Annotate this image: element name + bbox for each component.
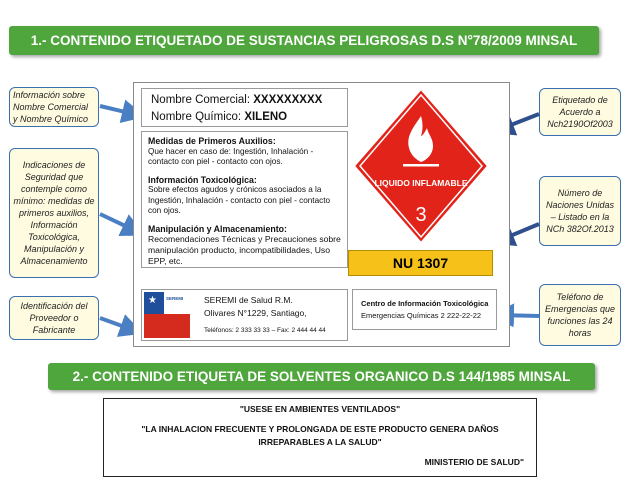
solvent-label-statement (103, 398, 537, 477)
seremi-line1: SEREMI de Salud R.M. (204, 295, 293, 305)
note-indicaciones: Indicaciones de Seguridad que contemple como mínimo: medidas de primeros auxilios, Información Toxicológica, Manipulación y Almacenamiento (9, 148, 99, 278)
section-2-banner: 2.- CONTENIDO ETIQUETA DE SOLVENTES ORGANICO D.S 144/1985 MINSAL (48, 363, 595, 390)
safety-info-box (141, 131, 348, 268)
centro-text: Emergencias Químicas 2 222-22-22 (361, 311, 482, 320)
nombre-box (141, 88, 348, 127)
flammable-diamond (351, 86, 491, 246)
seremi-logo-text: SEREMI (166, 296, 184, 301)
nombre-quimico-value: XILENO (244, 111, 288, 123)
primeros-text: Que hacer en caso de: Ingestión, Inhalación - contacto con piel - contacto con ojos. (148, 146, 314, 166)
note-telefono: Teléfono de Emergencias que funciones las 24 horas (539, 284, 621, 346)
statement-line3: IRREPARABLES A LA SALUD" (258, 437, 382, 447)
nombre-comercial-label: Nombre Comercial: (151, 94, 254, 106)
statement-line4: MINISTERIO DE SALUD" (424, 457, 524, 467)
section-1-banner: 1.- CONTENIDO ETIQUETADO DE SUSTANCIAS PELIGROSAS D.S N°78/2009 MINSAL (9, 26, 599, 55)
diamond-number: 3 (415, 204, 427, 226)
arrow-identificacion (100, 318, 136, 331)
note-numero-nu: Número de Naciones Unidas – Listado en la NCh 382Of.2013 (539, 176, 621, 246)
manip-title: Manipulación y Almacenamiento: (148, 223, 287, 234)
seremi-line2: Olivares N°1229, Santiago, (204, 308, 307, 318)
centro-title: Centro de Información Toxicológica (361, 299, 489, 308)
note-etiquetado: Etiquetado de Acuerdo a Nch2190Of2003 (539, 88, 621, 136)
tox-text: Sobre efectos agudos y crónicos asociados a la Ingestión, Inhalación - contacto con piel - contacto con ojos. (148, 185, 331, 215)
emergency-center-box (352, 289, 497, 330)
nombre-comercial-value: XXXXXXXXX (253, 94, 323, 106)
diamond-text: LIQUIDO INFLAMABLE (374, 178, 468, 188)
un-number-box: NU 1307 (348, 250, 493, 276)
tox-title: Información Toxicológica: (148, 174, 257, 185)
star-icon: ★ (148, 295, 157, 306)
statement-line2: "LA INHALACION FRECUENTE Y PROLONGADA DE ESTE PRODUCTO GENERA DAÑOS (141, 424, 499, 434)
seremi-line3: Teléfonos: 2 333 33 33 – Fax: 2 444 44 44 (204, 327, 326, 334)
supplier-box (141, 289, 348, 341)
note-nombre-info: Información sobre Nombre Comercial y Nombre Químico (9, 87, 99, 127)
statement-line1: "USESE EN AMBIENTES VENTILADOS" (239, 404, 401, 414)
seremi-logo (144, 292, 190, 338)
nombre-quimico-label: Nombre Químico: (151, 111, 245, 123)
primeros-title: Medidas de Primeros Auxilios: (148, 136, 276, 146)
note-identificacion: Identificación del Proveedor o Fabricante (9, 296, 99, 340)
manip-text: Recomendaciones Técnicas y Precauciones sobre manipulación producto, incompatibilidades, Uso EPP, etc. (148, 234, 341, 266)
